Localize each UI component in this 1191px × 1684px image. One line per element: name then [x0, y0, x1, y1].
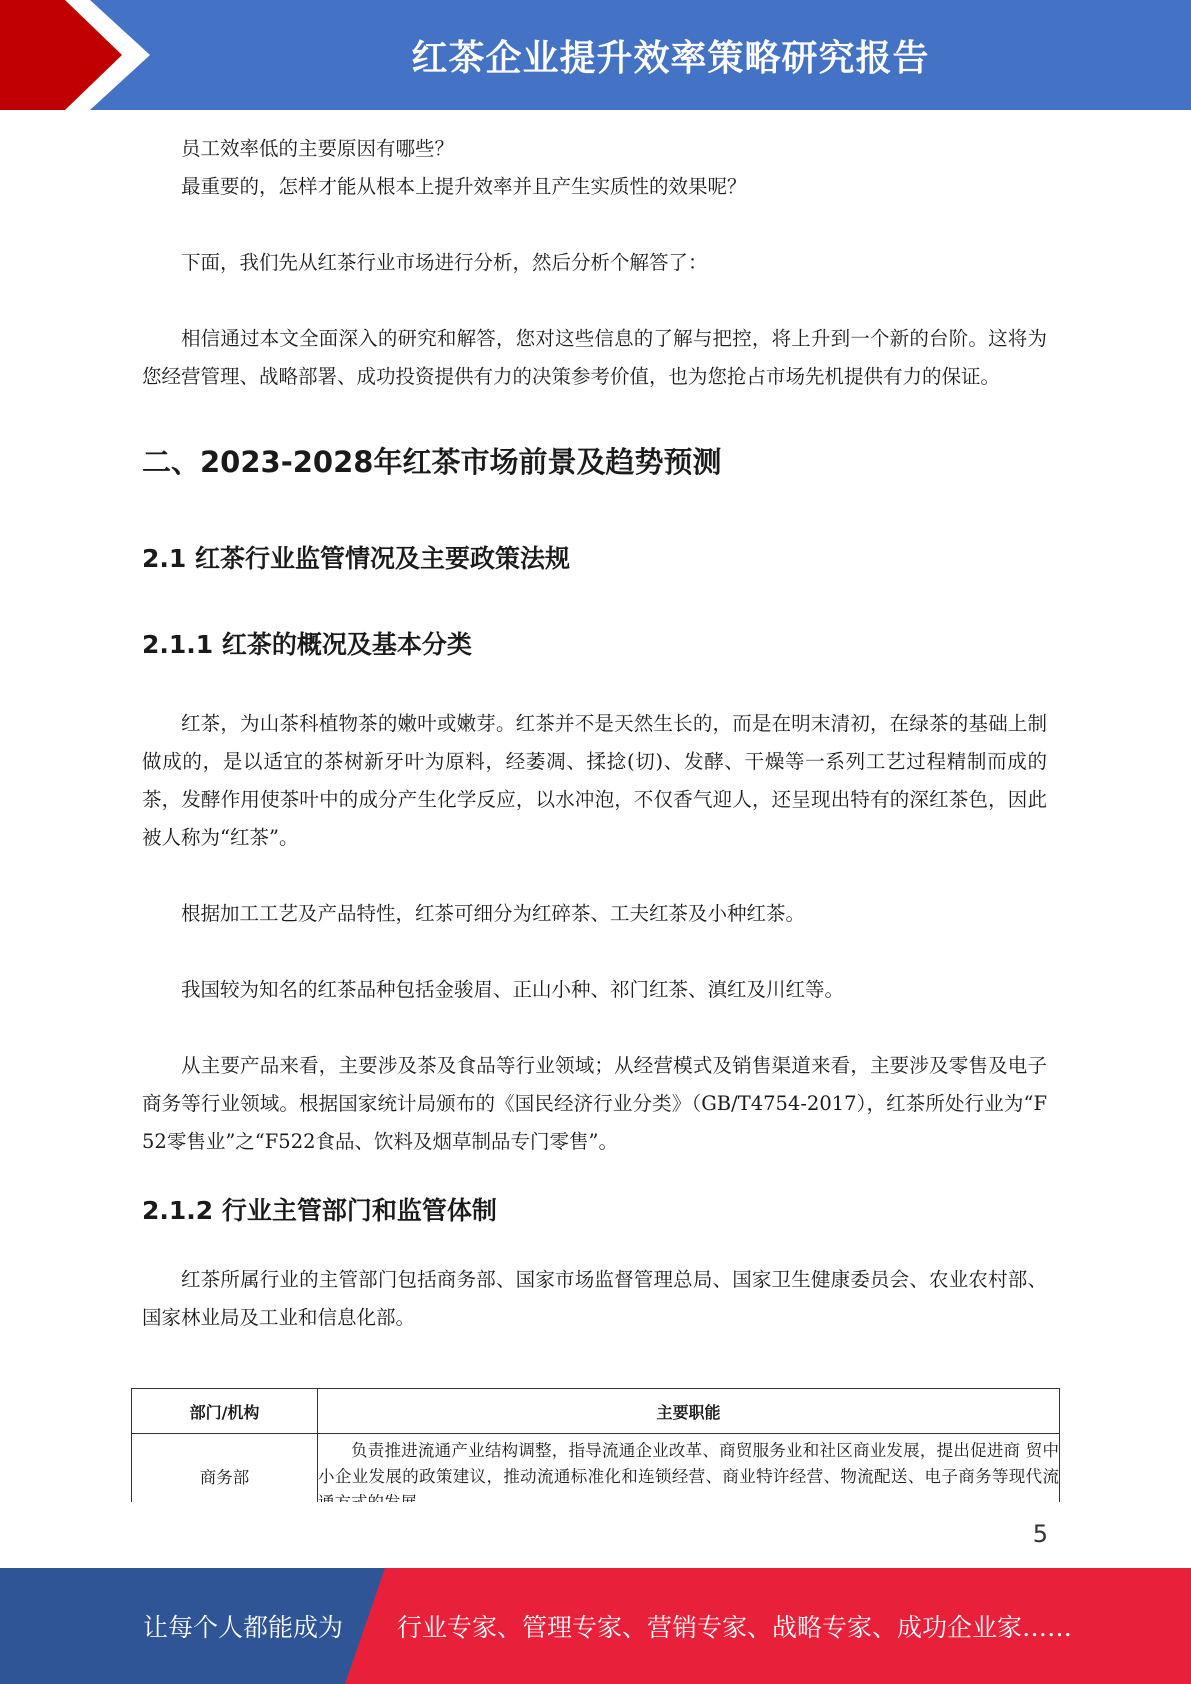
header-chevron-decoration — [0, 0, 160, 110]
paragraph: 相信通过本文全面深入的研究和解答，您对这些信息的了解与把控，将上升到一个新的台阶。这将为您经营管理、战略部署、成功投资提供有力的决策参考价值，也为您抢占市场先机提供有力的保证。 — [142, 327, 1047, 388]
footer-slogan-right: 行业专家、管理专家、营销专家、战略专家、成功企业家…… — [397, 1613, 1073, 1642]
page-footer — [0, 1568, 1191, 1684]
section-heading: 二、2023-2028年红茶市场前景及趋势预测 — [142, 445, 722, 479]
paragraph: 我国较为知名的红茶品种包括金骏眉、正山小种、祁门红茶、滇红及川红等。 — [181, 978, 845, 1001]
paragraph: 根据加工工艺及产品特性，红茶可细分为红碎茶、工夫红茶及小种红茶。 — [181, 902, 806, 925]
subsection-heading: 2.1 红茶行业监管情况及主要政策法规 — [142, 544, 570, 573]
paragraph: 下面，我们先从红茶行业市场进行分析，然后分析个解答了： — [181, 251, 708, 274]
page-number: 5 — [1032, 1520, 1048, 1548]
document-body — [142, 130, 1047, 1337]
paragraph: 从主要产品来看，主要涉及茶及食品等行业领域；从经营模式及销售渠道来看，主要涉及零售及电子商务等行业领域。根据国家统计局颁布的《国民经济行业分类》（GB/T4754-2017），红茶所处行业为“F52零售业”之“F522食品、饮料及烟草制品专门零售”。 — [142, 1054, 1047, 1153]
page-cut — [0, 1502, 1191, 1542]
page-header — [0, 0, 1191, 110]
subsubsection-heading: 2.1.1 红茶的概况及基本分类 — [142, 630, 472, 659]
paragraph: 红茶，为山茶科植物茶的嫩叶或嫩芽。红茶并不是天然生长的，而是在明末清初，在绿茶的基础上制做成的，是以适宜的茶树新牙叶为原料，经萎凋、揉捻(切)、发酵、干燥等一系列工艺过程精制而成的茶，发酵作用使茶叶中的成分产生化学反应，以水冲泡，不仅香气迎人，还呈现出特有的深红茶色，因此被人称为“红茶”。 — [142, 712, 1047, 849]
table-cell-duty: 负责推进流通产业结构调整，指导流通企业改革、商贸服务业和社区商业发展，提出促进商 贸中小企业发展的政策建议，推动流通标准化和连锁经营、商业特许经营、物流配送、电子商务等现代流 — [318, 1434, 1060, 1519]
paragraph: 最重要的，怎样才能从根本上提升效率并且产生实质性的效果呢？ — [181, 175, 747, 198]
paragraph: 员工效率低的主要原因有哪些？ — [181, 137, 455, 160]
paragraph: 红茶所属行业的主管部门包括商务部、国家市场监督管理总局、国家卫生健康委员会、农业农村部、国家林业局及工业和信息化部。 — [142, 1268, 1047, 1329]
header-title: 红茶企业提升效率策略研究报告 — [411, 37, 930, 79]
footer-slogan-left: 让每个人都能成为 — [143, 1613, 344, 1642]
table-header-row — [132, 1389, 1060, 1434]
table-cell-dept: 商务部 — [132, 1434, 318, 1519]
subsubsection-heading: 2.1.2 行业主管部门和监管体制 — [142, 1196, 497, 1225]
table-header-cell: 主要职能 — [318, 1389, 1060, 1434]
table-header-cell: 部门/机构 — [132, 1389, 318, 1434]
department-duty-table — [131, 1388, 1060, 1519]
